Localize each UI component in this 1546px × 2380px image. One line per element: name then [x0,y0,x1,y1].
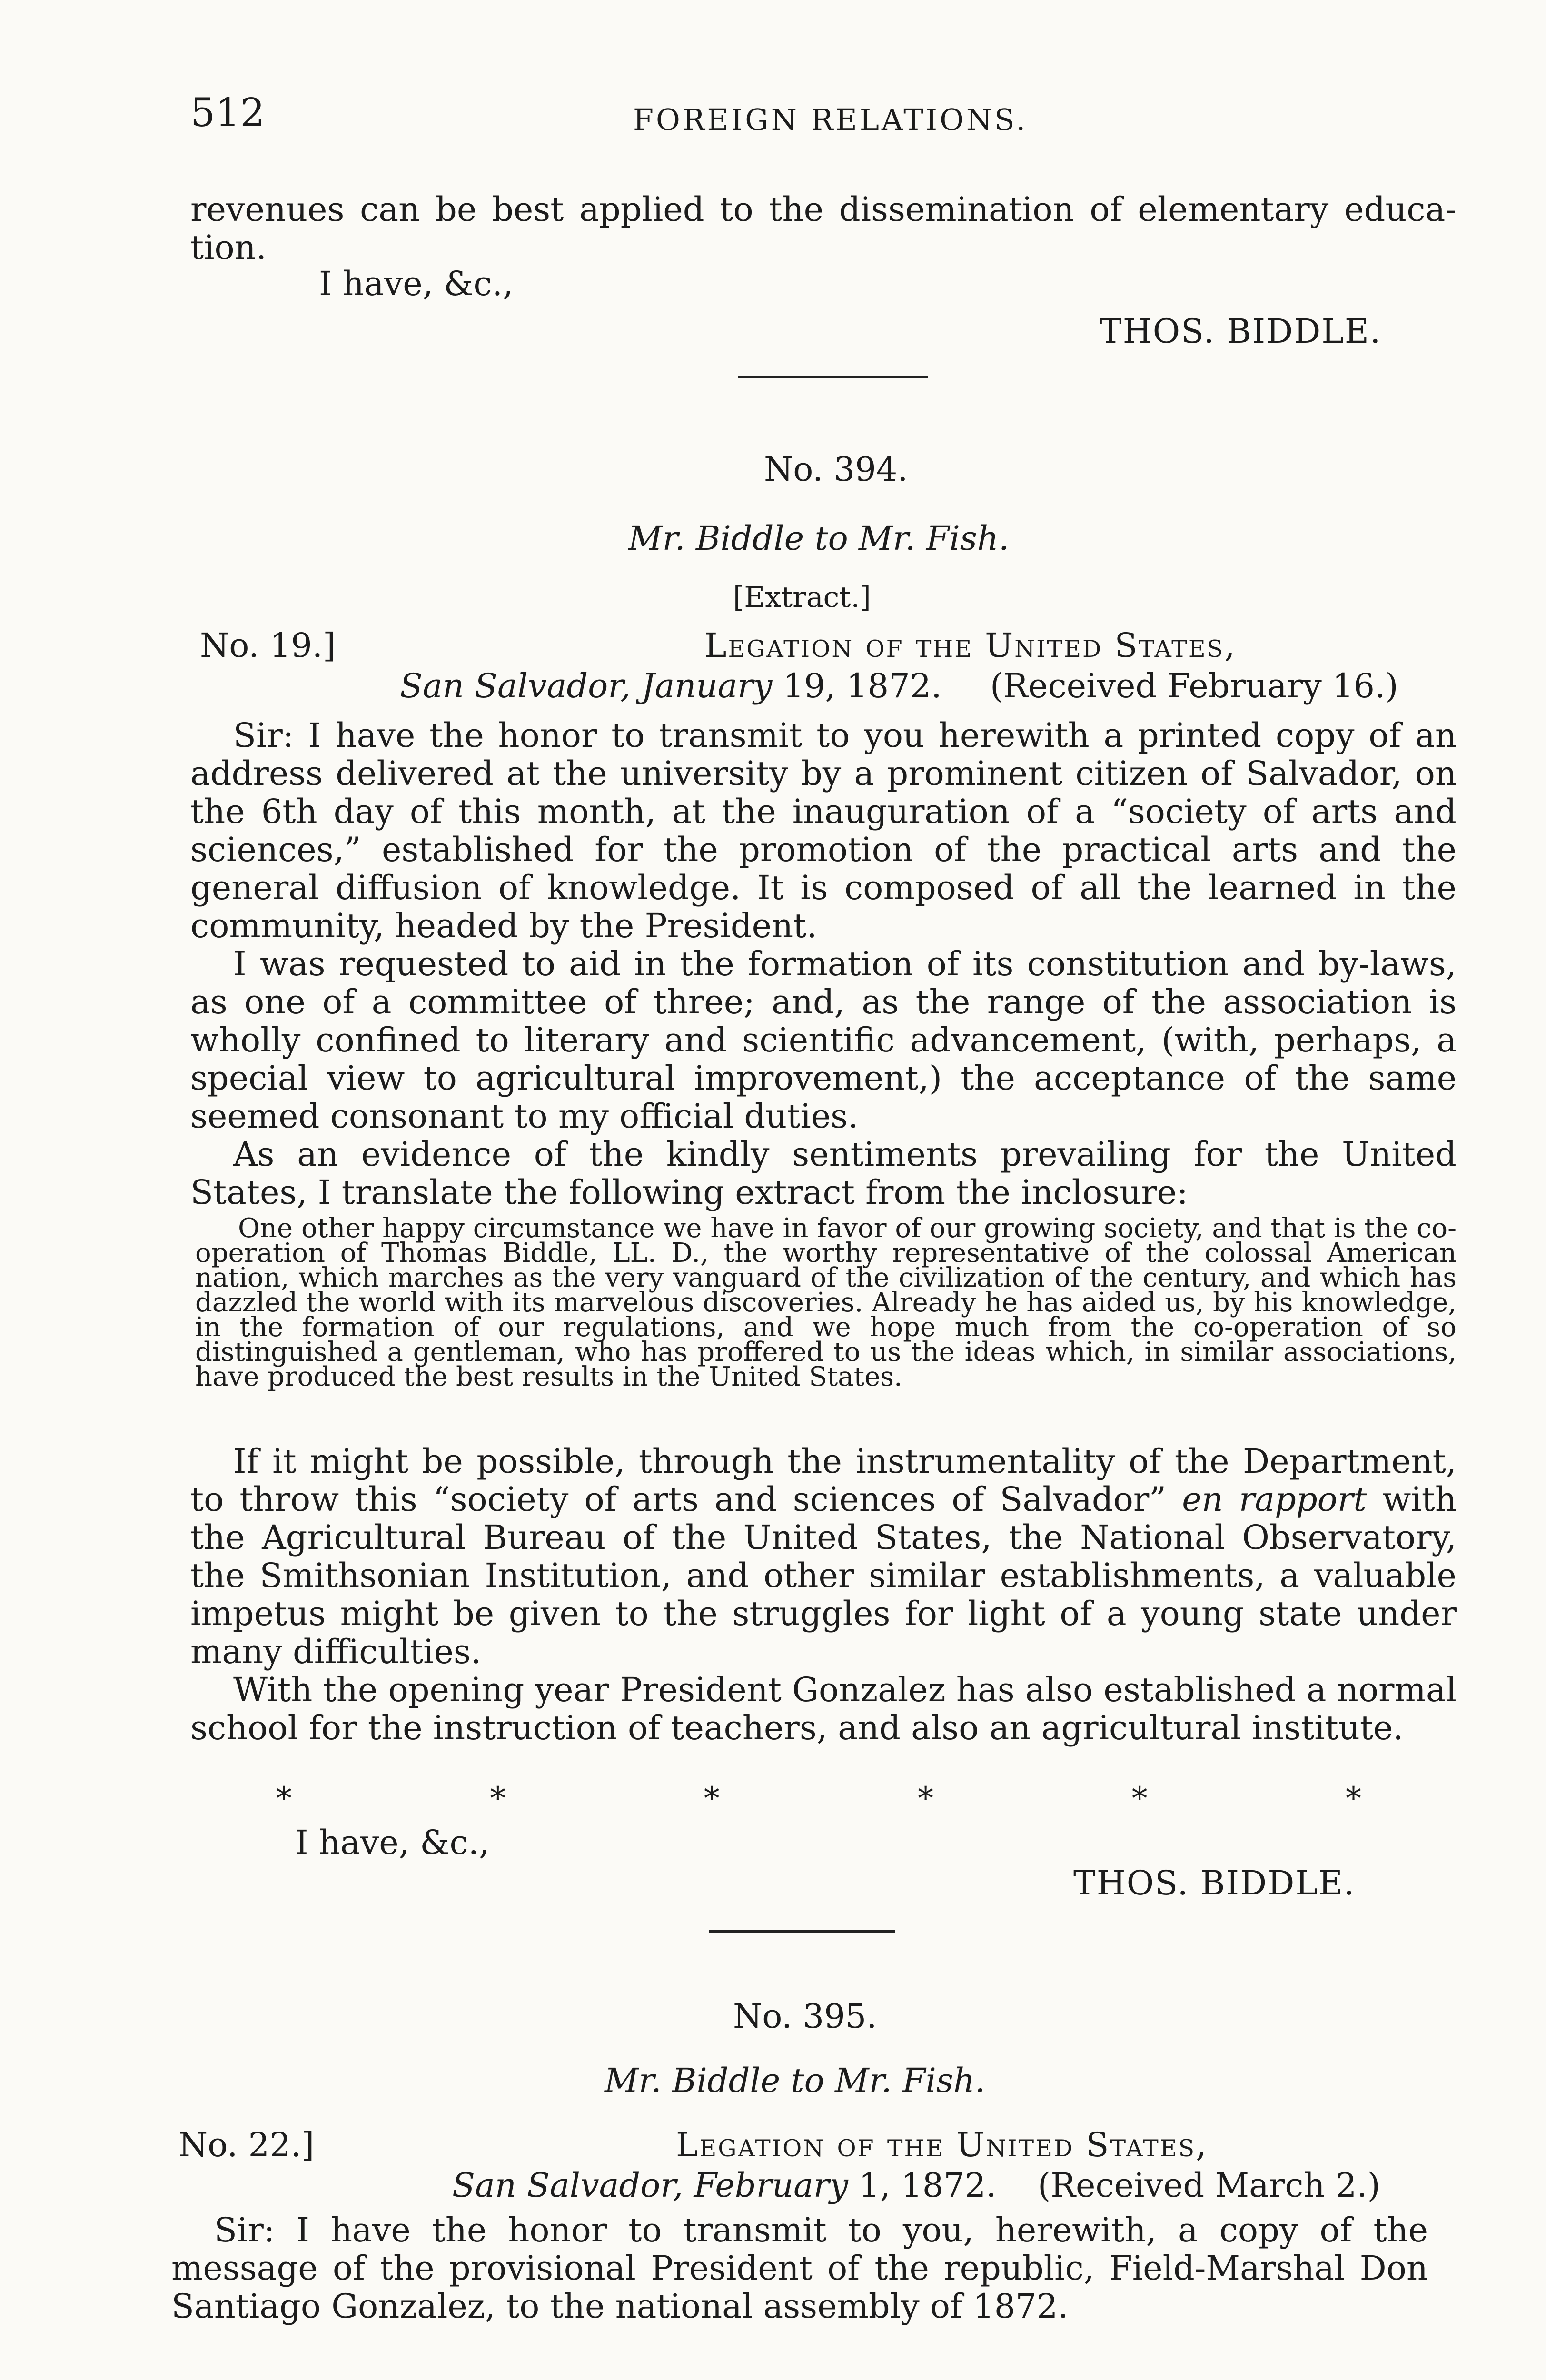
paragraph-4 [190,1442,1457,1671]
ellipsis-stars [276,1780,1361,1817]
paragraph-4-end: with the Agricultural Bureau of the United States, the National Observatory, the Smithsonian Institution, and other similar establishments, a valuable impetus might be given to the struggles for light of a young state under many difficulties. [190,1480,1457,1671]
running-title: FOREIGN RELATIONS. [633,102,1028,137]
signature-2: THOS. BIDDLE. [1073,1864,1356,1903]
extract-text: One other happy circumstance we have in favor of our growing society, and that is the co-operation of Thomas Biddle, LL. D., the worthy representative of the colossal American nation, which marches as the very vanguard of the civilization of the century, and which has dazzled the world with its marvelous discoveries. Already he has aided us, by his knowledge, in the formation of our regulations, and we hope much from the co-operation of so distinguished a gentleman, who has proffered to us the ideas which, in similar associations, have produced the best results in the United States. [195,1213,1457,1392]
star: * [1345,1780,1361,1817]
paragraph-4-italic: en rapport [1182,1480,1367,1519]
dateline-place-395: San Salvador, February [452,2166,848,2205]
star: * [704,1780,720,1817]
paragraph-2: I was requested to aid in the formation of its constitution and by-laws, as one of a committee of three; and, as the range of the association is wholly confined to literary and scientific advancement, (with, perhaps, a special view to agricultural improvement,) the acceptance of the same seemed consonant to my official duties. [190,944,1457,1136]
legation-heading-394: Legation of the United States, [704,626,1237,665]
doc-title-394: Mr. Biddle to Mr. Fish. [628,519,1010,558]
closing-2: I have, &c., [295,1823,490,1862]
star: * [490,1780,506,1817]
legation-heading-395: Legation of the United States, [676,2125,1208,2164]
doc-title-395: Mr. Biddle to Mr. Fish. [605,2061,986,2100]
star: * [918,1780,934,1817]
dateline-date-395: 1, 1872. [848,2166,997,2205]
section-divider-1 [738,376,928,378]
received-395: (Received March 2.) [1038,2166,1380,2205]
doc-number-394: No. 394. [764,450,908,489]
signature-1: THOS. BIDDLE. [1100,312,1382,351]
dispatch-number-19: No. 19.] [200,626,336,665]
dateline-395 [452,2166,997,2205]
section-divider-2 [709,1930,895,1933]
closing-1: I have, &c., [319,264,514,303]
paragraph-395: Sir: I have the honor to transmit to you, herewith, a copy of the message of the provisional President of the republic, Field-Marshal Don Santiago Gonzalez, to the national assembly of 1872. [171,2211,1428,2326]
dispatch-number-22: No. 22.] [178,2125,315,2164]
paragraph-5: With the opening year President Gonzalez has also established a normal school for the instruction of teachers, and also an agricultural institute. [190,1670,1457,1747]
dateline-394 [400,666,942,705]
extract-note: [Extract.] [733,581,871,614]
dateline-place-394: San Salvador, January [400,666,773,705]
received-394: (Received February 16.) [990,666,1398,705]
carryover-line-1: revenues can be best applied to the dissemination of elementary educa- [190,190,1457,229]
doc-number-395: No. 395. [733,1997,877,2036]
body-394-continued [190,1442,1457,1747]
star: * [276,1780,292,1817]
body-395 [171,2211,1428,2325]
carryover-paragraph [190,190,1457,267]
paragraph-4-start: If it might be possible, through the instrumentality of the Department, to throw this “society of arts and sciences of Salvador” [190,1442,1457,1519]
body-394 [190,716,1457,1211]
extract-quote [195,1213,1457,1392]
paragraph-1: Sir: I have the honor to transmit to you herewith a printed copy of an address delivered at the university by a prominent citizen of Salvador, on the 6th day of this month, at the inauguration of a “society of arts and sciences,” established for the promotion of the practical arts and the general diffusion of knowledge. It is composed of all the learned in the community, headed by the President. [190,716,1457,945]
star: * [1131,1780,1148,1817]
page-number: 512 [190,90,265,136]
carryover-line-2: tion. [190,228,267,267]
dateline-date-394: 19, 1872. [772,666,942,705]
paragraph-3: As an evidence of the kindly sentiments prevailing for the United States, I translate the following extract from the inclosure: [190,1135,1457,1212]
